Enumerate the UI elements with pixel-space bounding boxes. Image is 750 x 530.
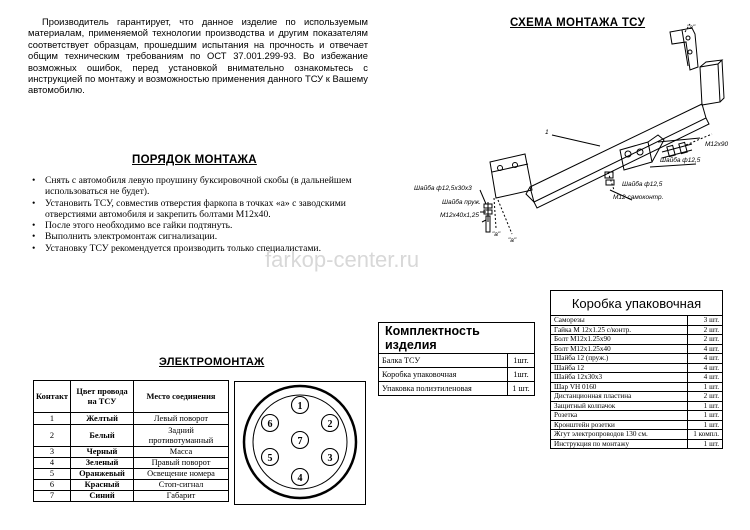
table-row <box>551 325 723 335</box>
table-row <box>34 413 229 425</box>
table-row <box>34 425 229 447</box>
step-item: • Установку ТСУ рекомендуется производить только специалистами. <box>32 243 362 254</box>
socket-pin-label: 3 <box>327 453 333 464</box>
cell-contact: 1 <box>34 413 71 425</box>
cell-place: Левый поворот <box>134 413 229 425</box>
watermark: farkop-center.ru <box>265 247 420 272</box>
label-washer-top: Шайба ф12,5 <box>660 157 701 164</box>
kit-item-name: Упаковка полиэтиленовая <box>379 382 508 396</box>
table-row <box>551 363 723 373</box>
cell-contact: 5 <box>34 469 71 480</box>
cell-color: Черный <box>71 447 134 458</box>
label-part1: 1 <box>545 129 549 136</box>
step-item: • После этого необходимо все гайки подтянуть. <box>32 220 362 231</box>
table-row <box>34 469 229 480</box>
table-row <box>551 373 723 383</box>
box-item-name: Шайба 12 (пруж.) <box>551 354 688 364</box>
cell-contact: 7 <box>34 491 71 502</box>
intro-paragraph <box>28 16 368 96</box>
table-row <box>551 439 723 449</box>
wiring-header-row <box>34 381 229 413</box>
table-row <box>551 420 723 430</box>
cell-place: Правый поворот <box>134 458 229 469</box>
table-row <box>379 382 535 396</box>
header-contact: Контакт <box>34 381 71 413</box>
table-row <box>379 368 535 382</box>
table-row <box>379 354 535 368</box>
label-bolt-m12x40: М12х40х1,25 <box>440 212 480 219</box>
box-item-qty: 3 шт. <box>688 316 723 326</box>
cell-contact: 2 <box>34 425 71 447</box>
cell-color: Красный <box>71 480 134 491</box>
box-item-qty: 2 шт. <box>688 325 723 335</box>
label-point-a: "а" <box>492 231 501 238</box>
intro-text: Производитель гарантирует, что данное изделие по используемым материалам, применяемой технологии производства и другим показателям соответствует образцам, прошедшим испытания на прочность и отвечает общим техническим требованиям по ОСТ 37.001.299-93. Во избежание возможных ошибок, перед установкой внимательно ознакомьтесь с инструкцией по монтажу и возможностью применения данного ТСУ к Вашему автомобилю. <box>28 16 368 96</box>
box-item-qty: 1 компл. <box>688 430 723 440</box>
box-item-qty: 2 шт. <box>688 335 723 345</box>
left-bracket <box>490 154 532 198</box>
socket-diagram <box>234 381 366 505</box>
cell-contact: 6 <box>34 480 71 491</box>
box-item-name: Жгут электропроводов 130 см. <box>551 430 688 440</box>
table-row <box>34 491 229 502</box>
box-item-name: Дистанционная пластина <box>551 392 688 402</box>
cell-color: Желтый <box>71 413 134 425</box>
socket-pin-label: 1 <box>297 401 303 412</box>
table-row <box>551 392 723 402</box>
table-row <box>34 458 229 469</box>
box-item-qty: 4 шт. <box>688 344 723 354</box>
kit-table <box>378 322 535 396</box>
cell-place: Габарит <box>134 491 229 502</box>
cell-color: Зеленый <box>71 458 134 469</box>
crossbar-post <box>700 64 720 105</box>
box-item-qty: 1 шт. <box>688 420 723 430</box>
table-row <box>551 344 723 354</box>
cell-place: Освещение номера <box>134 469 229 480</box>
box-item-name: Кронштейн розетки <box>551 420 688 430</box>
box-item-qty: 4 шт. <box>688 354 723 364</box>
kit-item-qty: 1шт. <box>508 368 535 382</box>
cell-place: Масса <box>134 447 229 458</box>
cell-color: Синий <box>71 491 134 502</box>
kit-item-qty: 1 шт. <box>508 382 535 396</box>
box-item-name: Болт М12х1.25х40 <box>551 344 688 354</box>
montage-steps <box>32 175 362 254</box>
box-item-qty: 2 шт. <box>688 392 723 402</box>
box-item-qty: 1 шт. <box>688 411 723 421</box>
box-item-name: Шайба 12 <box>551 363 688 373</box>
box-item-name: Розетка <box>551 411 688 421</box>
socket-pin-label: 6 <box>267 419 273 430</box>
schema-title: СХЕМА МОНТАЖА ТСУ <box>510 17 646 29</box>
step-item: • Снять с автомобиля левую проушину буксировочной скобы (в дальнейшем использоваться не будет). <box>32 175 362 198</box>
table-row <box>34 447 229 458</box>
box-item-qty: 4 шт. <box>688 363 723 373</box>
socket-pin-label: 5 <box>267 453 273 464</box>
header-place: Место соединения <box>134 381 229 413</box>
cell-color: Белый <box>71 425 134 447</box>
table-row <box>551 382 723 392</box>
box-item-name: Шар VH 0160 <box>551 382 688 392</box>
towbar-mounting-drawing <box>400 22 745 252</box>
label-washer-spring: Шайба пруж. <box>442 199 481 206</box>
step-item: • Установить ТСУ, совместив отверстия фаркопа в точках «а» с заводскими отверстиями автомобиля и закрепить болтами М12х40. <box>32 198 362 221</box>
cell-contact: 4 <box>34 458 71 469</box>
label-bolt-m12x90: М12х90 <box>705 141 729 148</box>
box-item-qty: 1 шт. <box>688 382 723 392</box>
box-item-name: Гайка М 12х1.25 с/контр. <box>551 325 688 335</box>
table-row <box>551 335 723 345</box>
kit-item-name: Балка ТСУ <box>379 354 508 368</box>
box-item-name: Инструкция по монтажу <box>551 439 688 449</box>
cell-place: Задний противотуманный <box>134 425 229 447</box>
box-item-name: Болт М12х1.25х90 <box>551 335 688 345</box>
box-item-qty: 1 шт. <box>688 439 723 449</box>
kit-item-qty: 1шт. <box>508 354 535 368</box>
socket-pin-label: 4 <box>297 473 303 484</box>
right-bracket <box>670 28 698 70</box>
cell-color: Оранжевый <box>71 469 134 480</box>
cell-contact: 3 <box>34 447 71 458</box>
label-nut-m12: М12 самоконтр. <box>613 194 664 201</box>
label-washer-12-5x30x3: Шайба ф12,5х30х3 <box>414 185 472 192</box>
step-item: • Выполнить электромонтаж сигнализации. <box>32 231 362 242</box>
box-item-name: Шайба 12х30х3 <box>551 373 688 383</box>
header-color: Цвет провода на ТСУ <box>71 381 134 413</box>
wiring-table <box>33 380 229 502</box>
table-row <box>551 354 723 364</box>
table-row <box>551 401 723 411</box>
label-point-a: "а" <box>508 237 517 244</box>
table-row <box>551 411 723 421</box>
montage-title: ПОРЯДОК МОНТАЖА <box>132 154 257 166</box>
box-item-name: Саморезы <box>551 316 688 326</box>
box-contents-table <box>550 290 723 449</box>
table-row <box>34 480 229 491</box>
label-point-a: "а" <box>687 24 696 31</box>
box-item-qty: 4 шт. <box>688 373 723 383</box>
cell-place: Стоп-сигнал <box>134 480 229 491</box>
table-row <box>551 430 723 440</box>
label-washer-bottom: Шайба ф12,5 <box>622 181 663 188</box>
kit-title: Комплектность изделия <box>379 323 535 354</box>
table-row <box>551 316 723 326</box>
socket-pin-label: 2 <box>327 419 333 430</box>
kit-item-name: Коробка упаковочная <box>379 368 508 382</box>
socket-pin-label: 7 <box>297 436 303 447</box>
box-title: Коробка упаковочная <box>551 291 723 316</box>
electrical-title: ЭЛЕКТРОМОНТАЖ <box>159 356 265 368</box>
box-item-qty: 1 шт. <box>688 401 723 411</box>
box-item-name: Защитный колпачок <box>551 401 688 411</box>
